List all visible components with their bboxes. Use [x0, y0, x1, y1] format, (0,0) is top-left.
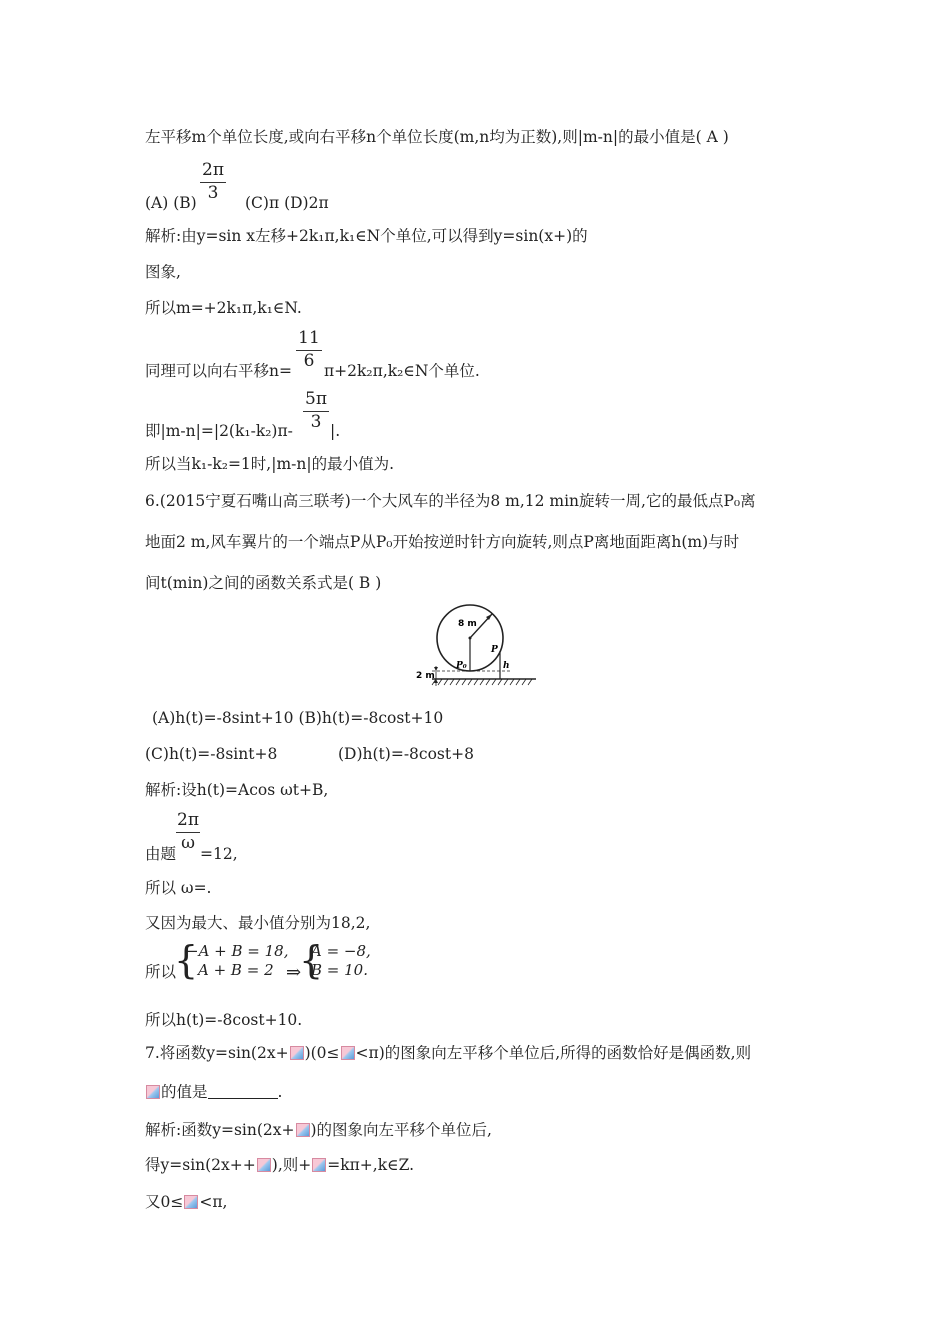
denominator: 6 — [303, 351, 315, 371]
phi-image-icon — [184, 1195, 198, 1209]
question-7-line-2 — [145, 1082, 282, 1102]
question-7-line-1 — [145, 1043, 751, 1063]
left-brace-2: { — [299, 938, 324, 982]
q7-text-b: )(0≤ — [304, 1044, 340, 1062]
option-c-q6: (C)h(t)=-8sint+8 — [145, 745, 278, 763]
windmill-figure — [412, 600, 542, 692]
p-label: P — [491, 645, 498, 655]
phi-image-icon — [146, 1085, 160, 1099]
options-ab-q6: (A)h(t)=-8sint+10 (B)h(t)=-8cost+10 — [152, 709, 444, 727]
analysis-line-3: 所以m=+2k₁π,k₁∈N. — [145, 299, 302, 317]
phi-image-icon — [296, 1123, 310, 1137]
q7-text-c: <π)的图象向左平移个单位后,所得的函数恰好是偶函数,则 — [355, 1044, 752, 1062]
fraction-option-b — [200, 160, 226, 203]
q7-analysis-line-1 — [145, 1120, 492, 1140]
text-line-1: 左平移m个单位长度,或向右平移n个单位长度(m,n均为正数),则|m-n|的最小值是( A ) — [145, 128, 729, 146]
phi-image-icon — [312, 1158, 326, 1172]
option-d-q6: (D)h(t)=-8cost+8 — [338, 745, 474, 763]
analysis-line-2: 图象, — [145, 263, 181, 281]
q6-analysis-line-2a: 由题 — [145, 845, 177, 863]
q6-analysis-line-5: 所以 — [145, 963, 177, 981]
left-brace-1: { — [174, 938, 199, 982]
system-right-eq1: A = −8, — [311, 942, 371, 960]
analysis-line-4a: 同理可以向右平移n= — [145, 362, 292, 380]
analysis-line-6: 所以当k₁-k₂=1时,|m-n|的最小值为. — [145, 455, 395, 473]
fraction-mn — [303, 389, 329, 432]
q7-analysis-a: 解析:函数y=sin(2x+ — [145, 1121, 295, 1139]
denominator: 3 — [207, 183, 219, 203]
phi-image-icon — [290, 1046, 304, 1060]
q7-text-e: . — [277, 1083, 283, 1101]
q7-analysis-line-2 — [145, 1155, 414, 1175]
question-6-line-3: 间t(min)之间的函数关系式是( B ) — [145, 574, 382, 592]
q7-analysis-line-3 — [145, 1192, 227, 1212]
system-left-eq1: −A + B = 18, — [186, 942, 289, 960]
fraction-omega — [176, 810, 200, 853]
q7-analysis-d: ),则+ — [271, 1156, 312, 1174]
q6-analysis-line-6: 所以h(t)=-8cost+10. — [145, 1011, 303, 1029]
option-cd: (C)π (D)2π — [245, 194, 329, 212]
numerator: 5π — [305, 389, 327, 409]
q6-analysis-line-4: 又因为最大、最小值分别为18,2, — [145, 914, 371, 932]
numerator: 11 — [298, 328, 320, 348]
question-6-line-2: 地面2 m,风车翼片的一个端点P从P₀开始按逆时针方向旋转,则点P离地面距离h(m)与时 — [145, 533, 740, 551]
denominator: 3 — [310, 412, 322, 432]
q6-analysis-line-2b: =12, — [200, 845, 238, 863]
q7-analysis-g: <π, — [199, 1193, 228, 1211]
analysis-line-4b: π+2k₂π,k₂∈N个单位. — [324, 362, 480, 380]
denominator: ω — [181, 833, 195, 853]
q7-text-a: 7.将函数y=sin(2x+ — [145, 1044, 289, 1062]
phi-image-icon — [341, 1046, 355, 1060]
radius-label: 8 m — [458, 619, 477, 629]
option-ab: (A) (B) — [145, 194, 197, 212]
q7-text-d: 的值是 — [161, 1083, 208, 1101]
phi-image-icon — [257, 1158, 271, 1172]
system-right-eq2: B = 10. — [311, 961, 368, 979]
system-left-eq2: A + B = 2 — [198, 961, 274, 979]
ground-height-label: 2 m — [416, 671, 435, 681]
implies-arrow: ⇒ — [286, 962, 302, 983]
q7-analysis-c: 得y=sin(2x++ — [145, 1156, 256, 1174]
question-6-line-1: 6.(2015宁夏石嘴山高三联考)一个大风车的半径为8 m,12 min旋转一周,它的最低点P₀离 — [145, 492, 756, 510]
answer-blank — [208, 1084, 278, 1099]
h-label: h — [503, 661, 510, 671]
p0-label: P₀ — [456, 661, 467, 671]
analysis-line-5a: 即|m-n|=|2(k₁-k₂)π- — [145, 422, 293, 440]
numerator: 2π — [202, 160, 224, 180]
analysis-line-1: 解析:由y=sin x左移+2k₁π,k₁∈N个单位,可以得到y=sin(x+)的 — [145, 227, 588, 245]
q6-analysis-line-3: 所以 ω=. — [145, 879, 212, 897]
q7-analysis-b: )的图象向左平移个单位后, — [310, 1121, 492, 1139]
q7-analysis-f: 又0≤ — [145, 1193, 184, 1211]
numerator: 2π — [177, 810, 199, 830]
analysis-line-5b: |. — [330, 422, 341, 440]
fraction-n — [296, 328, 322, 371]
q6-analysis-line-1: 解析:设h(t)=Acos ωt+B, — [145, 781, 329, 799]
q7-analysis-e: =kπ+,k∈Z. — [327, 1156, 415, 1174]
